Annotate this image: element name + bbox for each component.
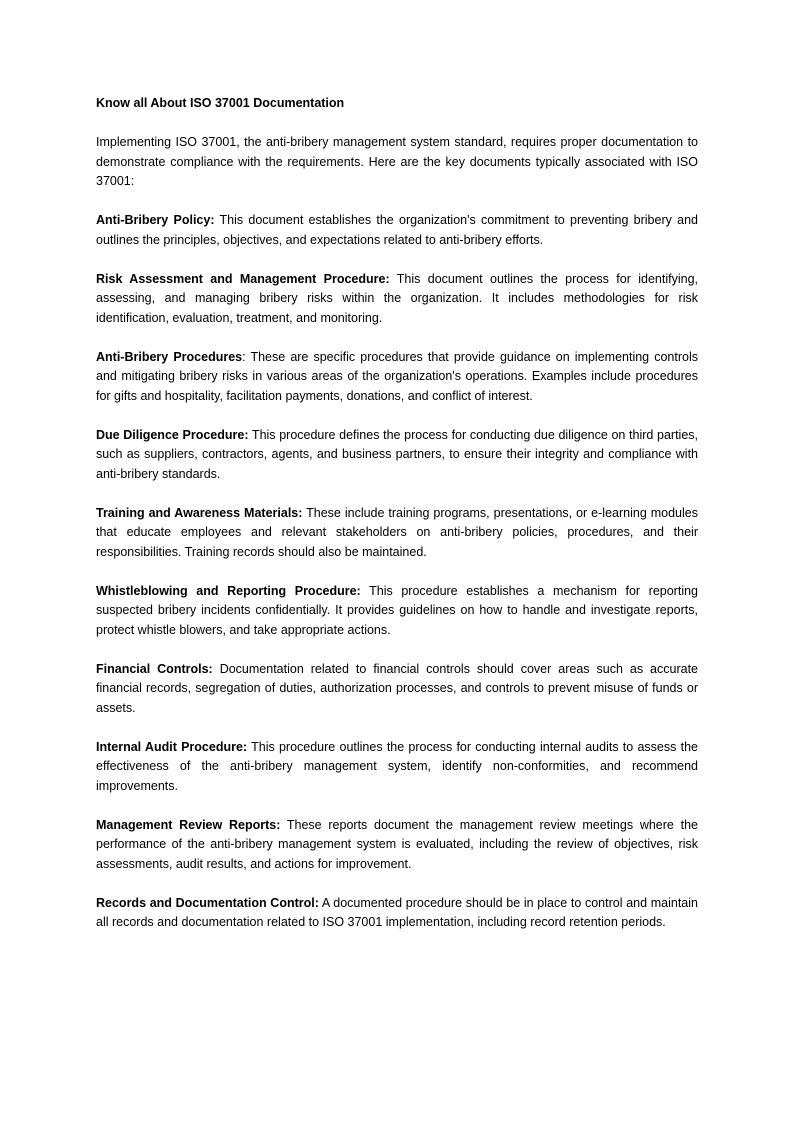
section-heading: Anti-Bribery Policy: (96, 213, 215, 227)
section-whistleblowing (96, 582, 698, 641)
section-heading: Due Diligence Procedure: (96, 427, 249, 442)
section-training-awareness (96, 504, 698, 563)
section-text: A documented procedure should be in place to control and maintain all records and documentation related to ISO 37001 implementation, including record retention periods. (96, 895, 698, 929)
section-risk-assessment (96, 270, 698, 329)
section-internal-audit (96, 738, 698, 797)
intro-paragraph: Implementing ISO 37001, the anti-bribery management system standard, requires proper documentation to demonstrate compliance with the requirements. Here are the key documents typically associated with ISO 37001: (96, 135, 698, 188)
section-anti-bribery-procedures (96, 348, 698, 407)
section-heading: Management Review Reports: (96, 817, 281, 832)
section-heading: Whistleblowing and Reporting Procedure: (96, 583, 361, 598)
section-text: These reports document the management review meetings where the performance of the anti-bribery management system is evaluated, including the review of objectives, risk assessments, audit results, and actions for improvement. (96, 817, 699, 871)
section-text: This procedure outlines the process for conducting internal audits to assess the effectiveness of the anti-bribery management system, identify non-conformities, and recommend improvements. (96, 739, 698, 793)
section-due-diligence (96, 426, 698, 485)
section-text: Documentation related to financial controls should cover areas such as accurate financial records, segregation of duties, authorization processes, and controls to prevent misuse of funds or assets. (96, 661, 699, 715)
section-records-control (96, 894, 698, 933)
section-anti-bribery-policy (96, 211, 698, 250)
section-management-review (96, 816, 698, 875)
document-page (96, 94, 698, 952)
section-heading: Internal Audit Procedure: (96, 739, 248, 754)
section-text: This document outlines the process for identifying, assessing, and managing bribery risks within the organization. It includes methodologies for risk identification, evaluation, treatment, and monitoring. (96, 271, 698, 325)
document-title: Know all About ISO 37001 Documentation (96, 96, 345, 110)
section-heading: Financial Controls: (96, 661, 213, 676)
section-heading: Anti-Bribery Procedures (96, 349, 243, 364)
section-text: This document establishes the organization's commitment to preventing bribery and outlines the principles, objectives, and expectations related to anti-bribery efforts. (96, 213, 698, 247)
section-text: These include training programs, presentations, or e-learning modules that educate employees and relevant stakeholders on anti-bribery policies, procedures, and their responsibilities. Training records should also be maintained. (96, 505, 698, 559)
section-text: This procedure establishes a mechanism for reporting suspected bribery incidents confidentially. It provides guidelines on how to handle and investigate reports, protect whistle blowers, and take appropriate actions. (96, 583, 699, 637)
section-text: : These are specific procedures that provide guidance on implementing controls and mitigating bribery risks in various areas of the organization's operations. Examples include procedures for gifts and hospitality, facilitation payments, donations, and conflict of interest. (96, 349, 699, 403)
section-heading: Records and Documentation Control: (96, 895, 319, 910)
section-heading: Training and Awareness Materials: (96, 505, 303, 520)
section-heading: Risk Assessment and Management Procedure: (96, 271, 390, 286)
section-financial-controls (96, 660, 698, 719)
section-text: This procedure defines the process for conducting due diligence on third parties, such as suppliers, contractors, agents, and business partners, to ensure their integrity and compliance with anti-bribery standards. (96, 427, 698, 481)
